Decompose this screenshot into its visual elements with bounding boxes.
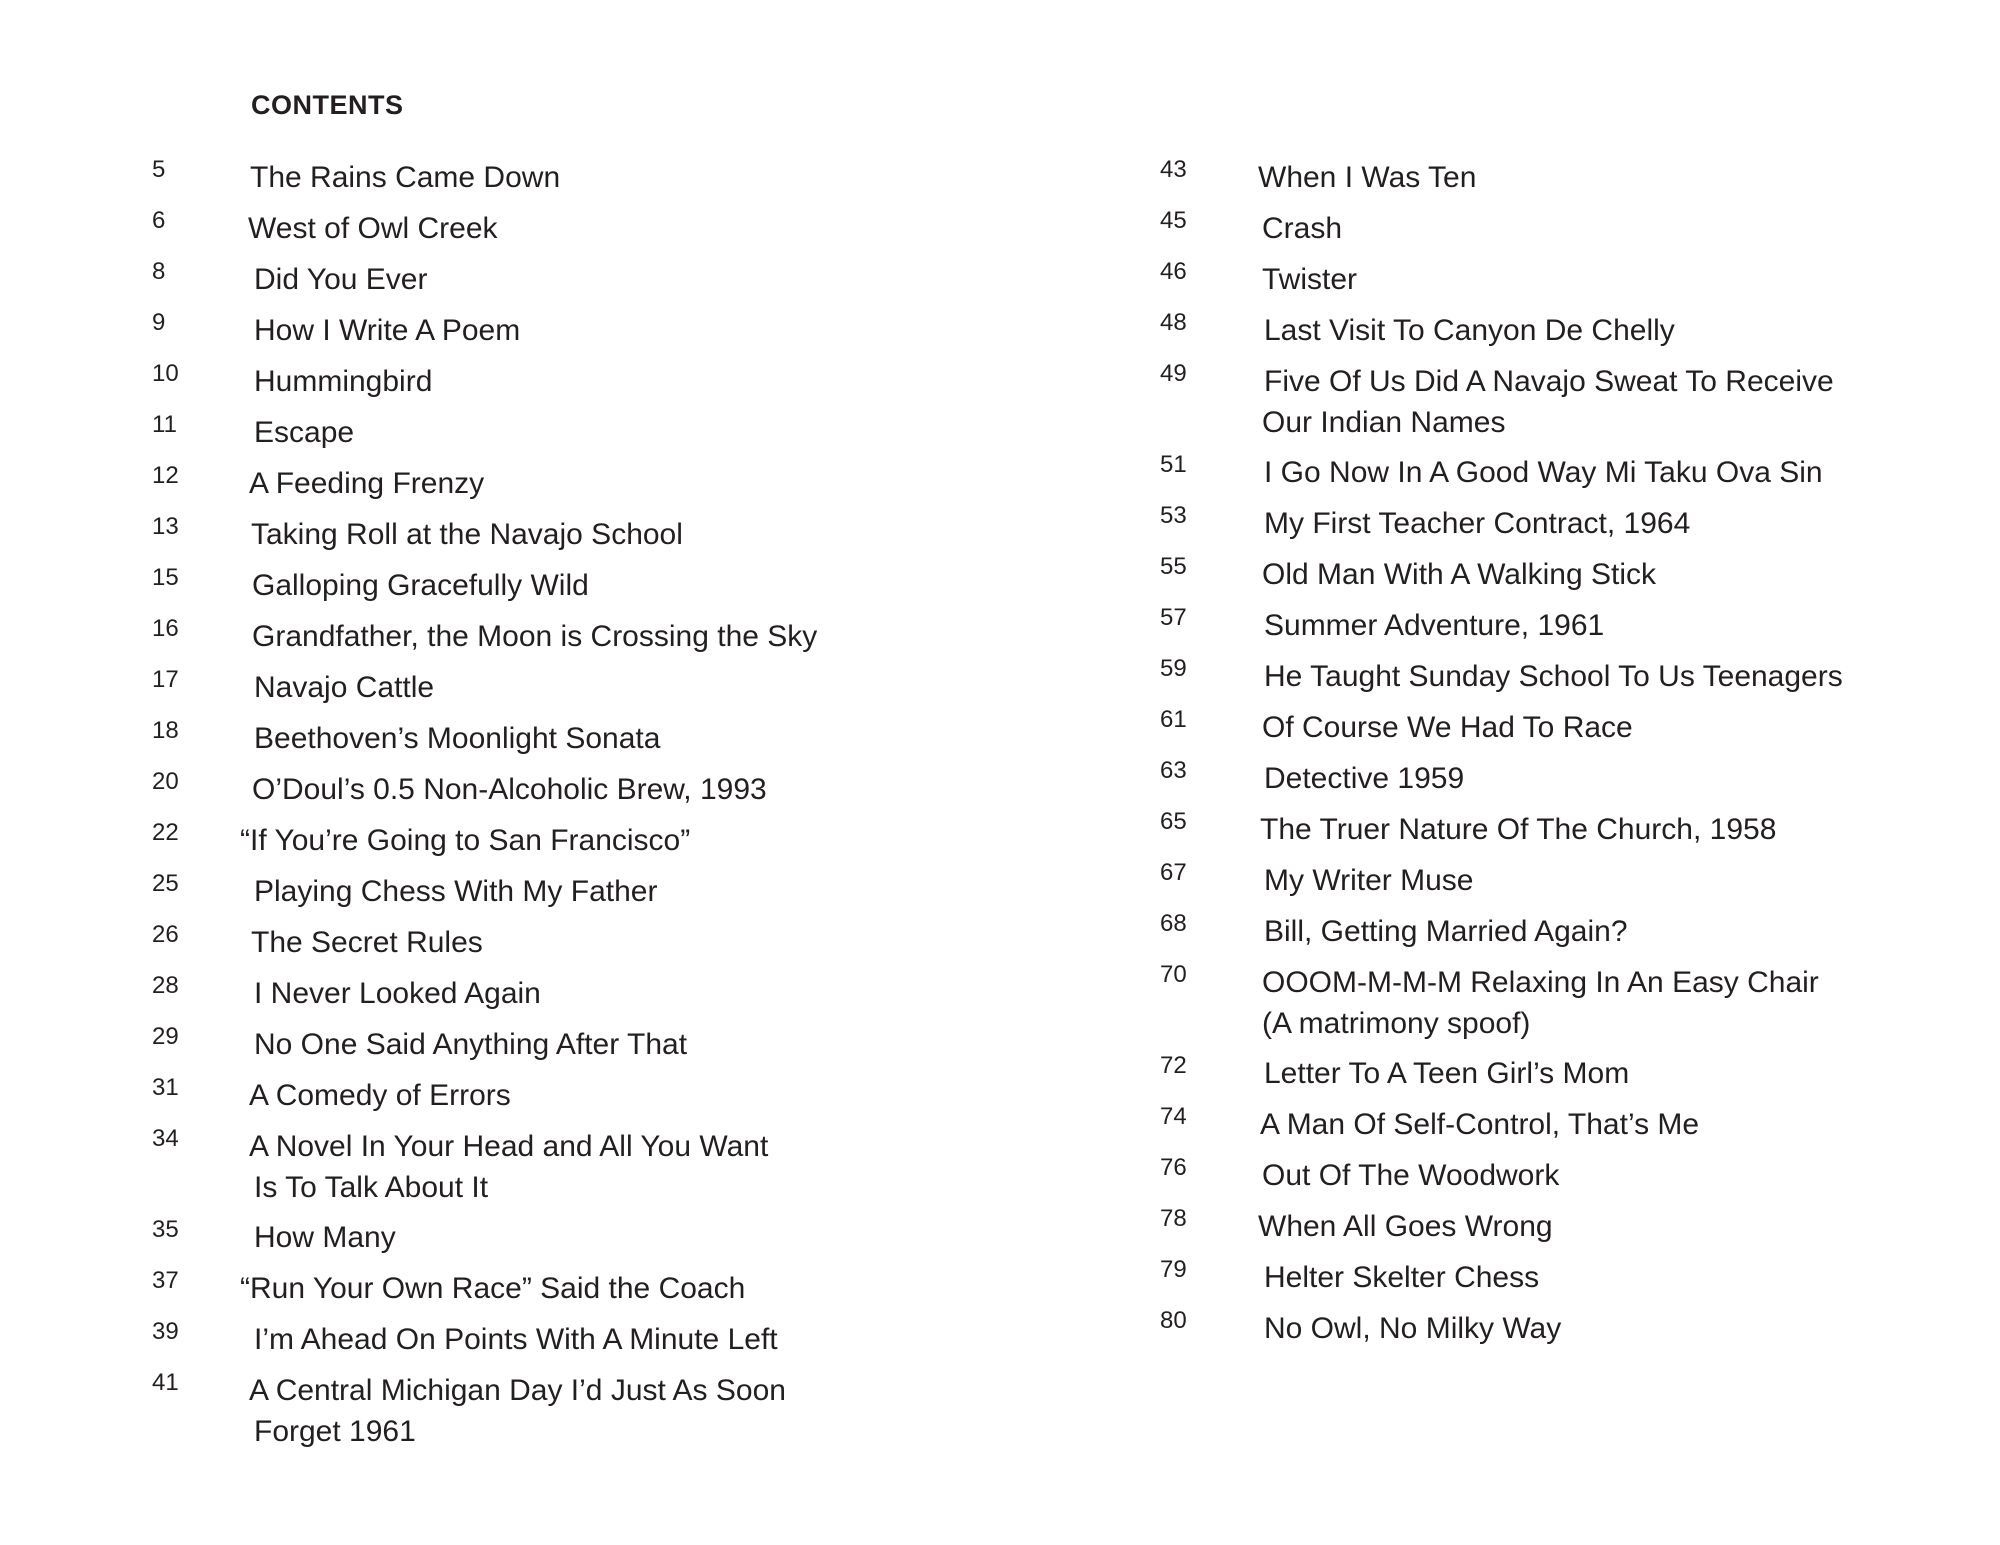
entry-title: OOOM-M-M-M Relaxing In An Easy Chair	[1262, 966, 1819, 999]
entry-title-continued: Forget 1961	[254, 1415, 416, 1448]
page-number: 72	[1160, 1052, 1187, 1079]
page-number: 18	[152, 717, 179, 744]
entry-title: Twister	[1262, 263, 1358, 296]
entry-title: Did You Ever	[254, 263, 428, 296]
entry-title: A Comedy of Errors	[249, 1079, 511, 1112]
page-number: 79	[1160, 1256, 1187, 1283]
entry-title-continued: Our Indian Names	[1262, 406, 1506, 439]
entry-title-continued: (A matrimony spoof)	[1262, 1007, 1531, 1040]
page-number: 12	[152, 462, 179, 489]
entry-title: A Man Of Self-Control, That’s Me	[1260, 1108, 1700, 1141]
page-number: 35	[152, 1216, 179, 1243]
entry-title: When I Was Ten	[1258, 161, 1477, 194]
page-number: 63	[1160, 757, 1187, 784]
page-number: 41	[152, 1369, 179, 1396]
entry-title: The Secret Rules	[251, 926, 483, 959]
page-number: 25	[152, 870, 179, 897]
entry-title-continued: Is To Talk About It	[254, 1171, 489, 1204]
entry-title: I Never Looked Again	[254, 977, 541, 1010]
page-number: 48	[1160, 309, 1187, 336]
entry-title: When All Goes Wrong	[1258, 1210, 1553, 1243]
page-number: 74	[1160, 1103, 1187, 1130]
page-number: 11	[152, 411, 177, 438]
page-number: 29	[152, 1023, 179, 1050]
entry-title: West of Owl Creek	[248, 212, 498, 245]
page-number: 6	[152, 207, 166, 234]
page-number: 5	[152, 156, 166, 183]
entry-title: Of Course We Had To Race	[1262, 711, 1633, 744]
entry-title: Escape	[254, 416, 355, 449]
page-number: 67	[1160, 859, 1187, 886]
entry-title: The Truer Nature Of The Church, 1958	[1260, 813, 1777, 846]
page-number: 37	[152, 1267, 179, 1294]
entry-title: Galloping Gracefully Wild	[252, 569, 589, 602]
page-number: 34	[152, 1125, 179, 1152]
page-number: 26	[152, 921, 179, 948]
page-number: 9	[152, 309, 166, 336]
entry-title: How I Write A Poem	[254, 314, 521, 347]
entry-title: Crash	[1262, 212, 1343, 245]
entry-title: Old Man With A Walking Stick	[1262, 558, 1657, 591]
page-number: 28	[152, 972, 179, 999]
page-number: 16	[152, 615, 179, 642]
entry-title: Helter Skelter Chess	[1264, 1261, 1540, 1294]
entry-title: Last Visit To Canyon De Chelly	[1264, 314, 1675, 347]
page-number: 43	[1160, 156, 1187, 183]
page-number: 68	[1160, 910, 1187, 937]
entry-title: I Go Now In A Good Way Mi Taku Ova Sin	[1264, 456, 1823, 489]
page-number: 57	[1160, 604, 1187, 631]
entry-title: The Rains Came Down	[250, 161, 561, 194]
entry-title: Taking Roll at the Navajo School	[251, 518, 683, 551]
entry-title: My First Teacher Contract, 1964	[1264, 507, 1691, 540]
entry-title: No One Said Anything After That	[254, 1028, 688, 1061]
entry-title: Navajo Cattle	[254, 671, 435, 704]
entry-title: Playing Chess With My Father	[254, 875, 658, 908]
page-number: 46	[1160, 258, 1187, 285]
entry-title: Bill, Getting Married Again?	[1264, 915, 1628, 948]
page-number: 13	[152, 513, 179, 540]
page-number: 22	[152, 819, 179, 846]
entry-title: Beethoven’s Moonlight Sonata	[254, 722, 661, 755]
page-number: 65	[1160, 808, 1187, 835]
entry-title: O’Doul’s 0.5 Non-Alcoholic Brew, 1993	[252, 773, 767, 806]
entry-title: Out Of The Woodwork	[1262, 1159, 1560, 1192]
page-number: 51	[1160, 451, 1187, 478]
entry-title: “Run Your Own Race” Said the Coach	[240, 1272, 746, 1305]
entry-title: Summer Adventure, 1961	[1264, 609, 1605, 642]
page-number: 53	[1160, 502, 1187, 529]
entry-title: A Novel In Your Head and All You Want	[249, 1130, 769, 1163]
page-number: 15	[152, 564, 179, 591]
page-number: 49	[1160, 360, 1187, 387]
entry-title: Five Of Us Did A Navajo Sweat To Receive	[1264, 365, 1834, 398]
page-number: 17	[152, 666, 179, 693]
page-number: 10	[152, 360, 179, 387]
page-number: 20	[152, 768, 179, 795]
entry-title: Letter To A Teen Girl’s Mom	[1264, 1057, 1630, 1090]
entry-title: Hummingbird	[254, 365, 433, 398]
page-number: 59	[1160, 655, 1187, 682]
entry-title: Detective 1959	[1264, 762, 1465, 795]
page-number: 31	[152, 1074, 179, 1101]
entry-title: How Many	[254, 1221, 396, 1254]
entry-title: My Writer Muse	[1264, 864, 1474, 897]
entry-title: “If You’re Going to San Francisco”	[240, 824, 691, 857]
page-number: 55	[1160, 553, 1187, 580]
page-number: 61	[1160, 706, 1187, 733]
page-number: 8	[152, 258, 166, 285]
page-number: 39	[152, 1318, 179, 1345]
entry-title: Grandfather, the Moon is Crossing the Sky	[252, 620, 818, 653]
entry-title: He Taught Sunday School To Us Teenagers	[1264, 660, 1843, 693]
page-number: 70	[1160, 961, 1187, 988]
entry-title: I’m Ahead On Points With A Minute Left	[254, 1323, 778, 1356]
contents-heading: CONTENTS	[251, 90, 404, 120]
page-number: 76	[1160, 1154, 1187, 1181]
page-number: 78	[1160, 1205, 1187, 1232]
entry-title: No Owl, No Milky Way	[1264, 1312, 1562, 1345]
entry-title: A Central Michigan Day I’d Just As Soon	[249, 1374, 786, 1407]
page-number: 80	[1160, 1307, 1187, 1334]
entry-title: A Feeding Frenzy	[249, 467, 485, 500]
page-number: 45	[1160, 207, 1187, 234]
